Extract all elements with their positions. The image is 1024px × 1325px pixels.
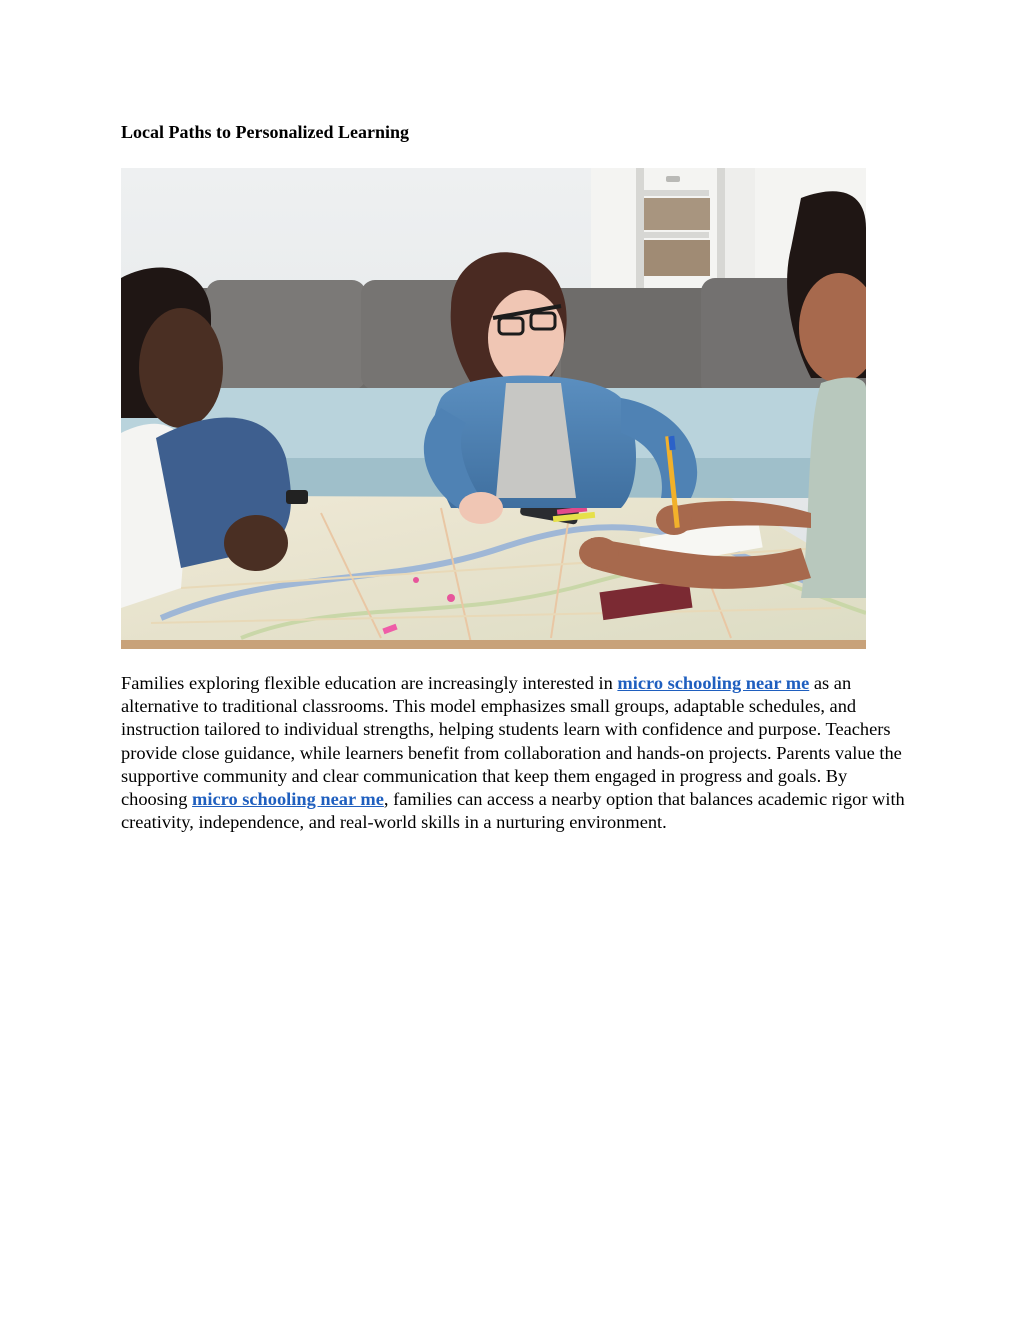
photo-illustration (121, 168, 866, 649)
micro-schooling-link-2[interactable]: micro schooling near me (192, 789, 384, 810)
micro-schooling-link-1[interactable]: micro schooling near me (617, 673, 810, 693)
paragraph-text-3: , families can access a nearby option that balances academic rigor with creativity, independence, and real-world skills in a nurturing environment. (121, 789, 905, 833)
paragraph-text-1: Families exploring flexible education are increasingly interested in (121, 673, 618, 693)
paragraph-text-2: as an alternative to traditional classrooms. This model emphasizes small groups, adaptable schedules, and instruction tailored to individual strengths, helping students learn with confidence and purpose. Teachers provide close guidance, while learners benefit from collaboration and hands-on projects. Parents value the supportive community and clear communication that keep them engaged in progress and goals. By choosing (121, 673, 902, 810)
page-title: Local Paths to Personalized Learning (121, 122, 409, 142)
body-paragraph (121, 672, 911, 834)
study-group-photo (121, 168, 866, 649)
